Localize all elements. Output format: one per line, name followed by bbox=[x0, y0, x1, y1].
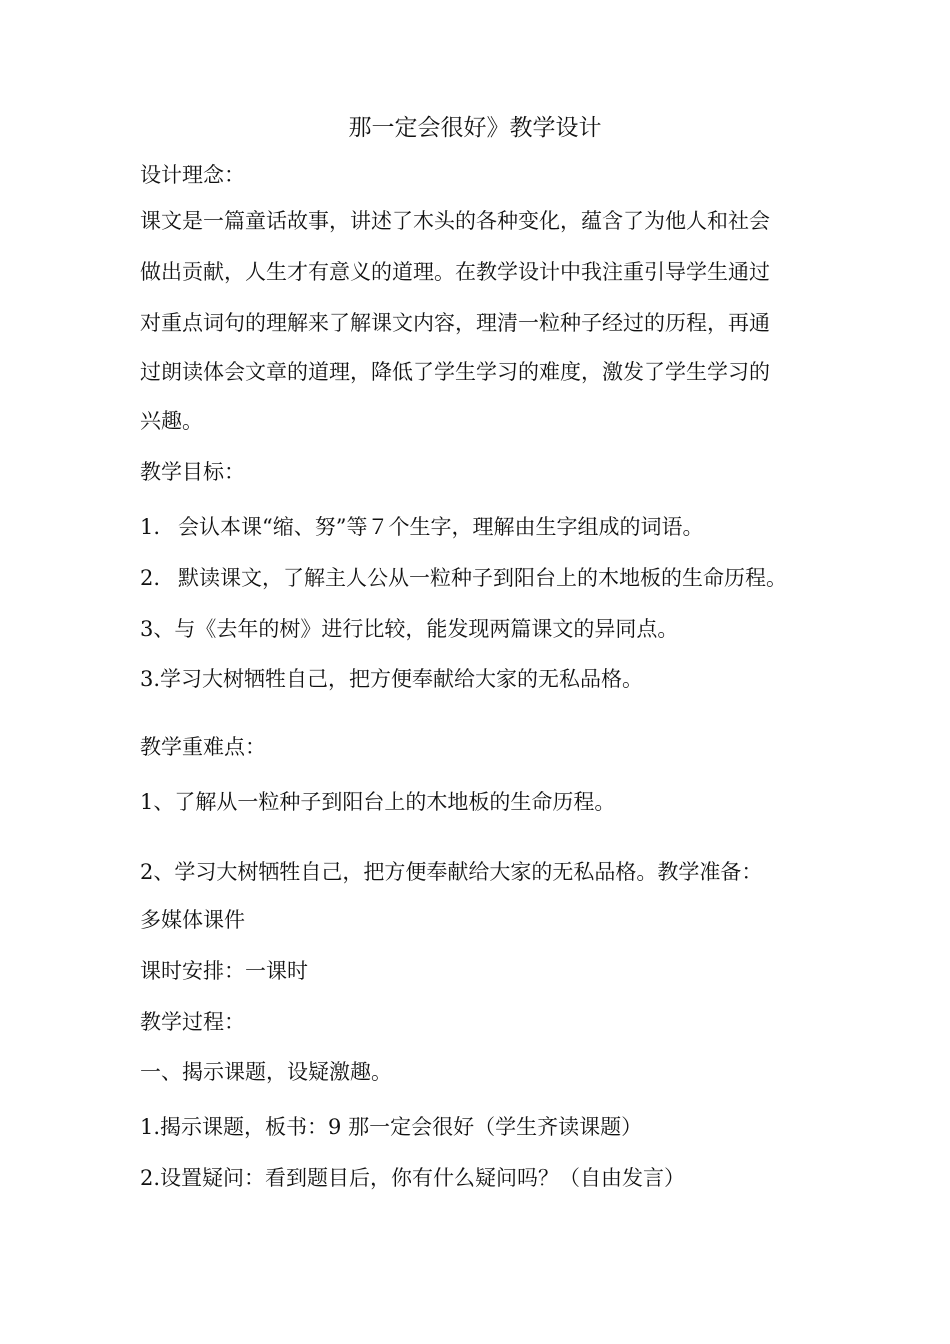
design-concept-line: 做出贡献，人生才有意义的道理。在教学设计中我注重引导学生通过 bbox=[140, 260, 770, 284]
design-concept-line: 课文是一篇童话故事，讲述了木头的各种变化，蕴含了为他人和社会 bbox=[140, 209, 770, 233]
preparation-text: 多媒体课件 bbox=[140, 908, 245, 932]
design-concept-line: 对重点词句的理解来了解课文内容，理清一粒种子经过的历程，再通 bbox=[140, 311, 770, 335]
section-heading: 一、揭示课题，设疑激趣。 bbox=[140, 1060, 392, 1084]
objective-text: 会认本课“缩、努”等７个生字，理解由生字组成的词语。 bbox=[178, 515, 704, 539]
process-label: 教学过程： bbox=[140, 1010, 245, 1034]
objective-item bbox=[140, 563, 787, 593]
objectives-label: 教学目标： bbox=[140, 460, 245, 484]
objective-text: 默读课文，了解主人公从一粒种子到阳台上的木地板的生命历程。 bbox=[178, 566, 787, 590]
design-concept-line: 过朗读体会文章的道理，降低了学生学习的难度，激发了学生学习的 bbox=[140, 360, 770, 384]
process-step: 1.揭示课题，板书：9 那一定会很好（学生齐读课题） bbox=[140, 1115, 643, 1139]
objective-number: 2. bbox=[140, 566, 161, 590]
objective-item: 3、与《去年的树》进行比较，能发现两篇课文的异同点。 bbox=[140, 617, 679, 641]
document-title: 那一定会很好》教学设计 bbox=[348, 115, 602, 141]
schedule-text: 课时安排：一课时 bbox=[140, 959, 308, 983]
design-concept-label: 设计理念： bbox=[140, 163, 245, 187]
process-step: 2.设置疑问：看到题目后，你有什么疑问吗？（自由发言） bbox=[140, 1166, 686, 1190]
design-concept-line: 兴趣。 bbox=[140, 409, 203, 433]
objective-item: 3.学习大树牺牲自己，把方便奉献给大家的无私品格。 bbox=[140, 667, 644, 691]
key-points-label: 教学重难点： bbox=[140, 735, 266, 759]
key-point-item: 2、学习大树牺牲自己，把方便奉献给大家的无私品格。教学准备： bbox=[140, 860, 763, 884]
key-point-item: 1、了解从一粒种子到阳台上的木地板的生命历程。 bbox=[140, 790, 616, 814]
objective-item bbox=[140, 512, 703, 542]
objective-number: 1. bbox=[140, 515, 161, 539]
